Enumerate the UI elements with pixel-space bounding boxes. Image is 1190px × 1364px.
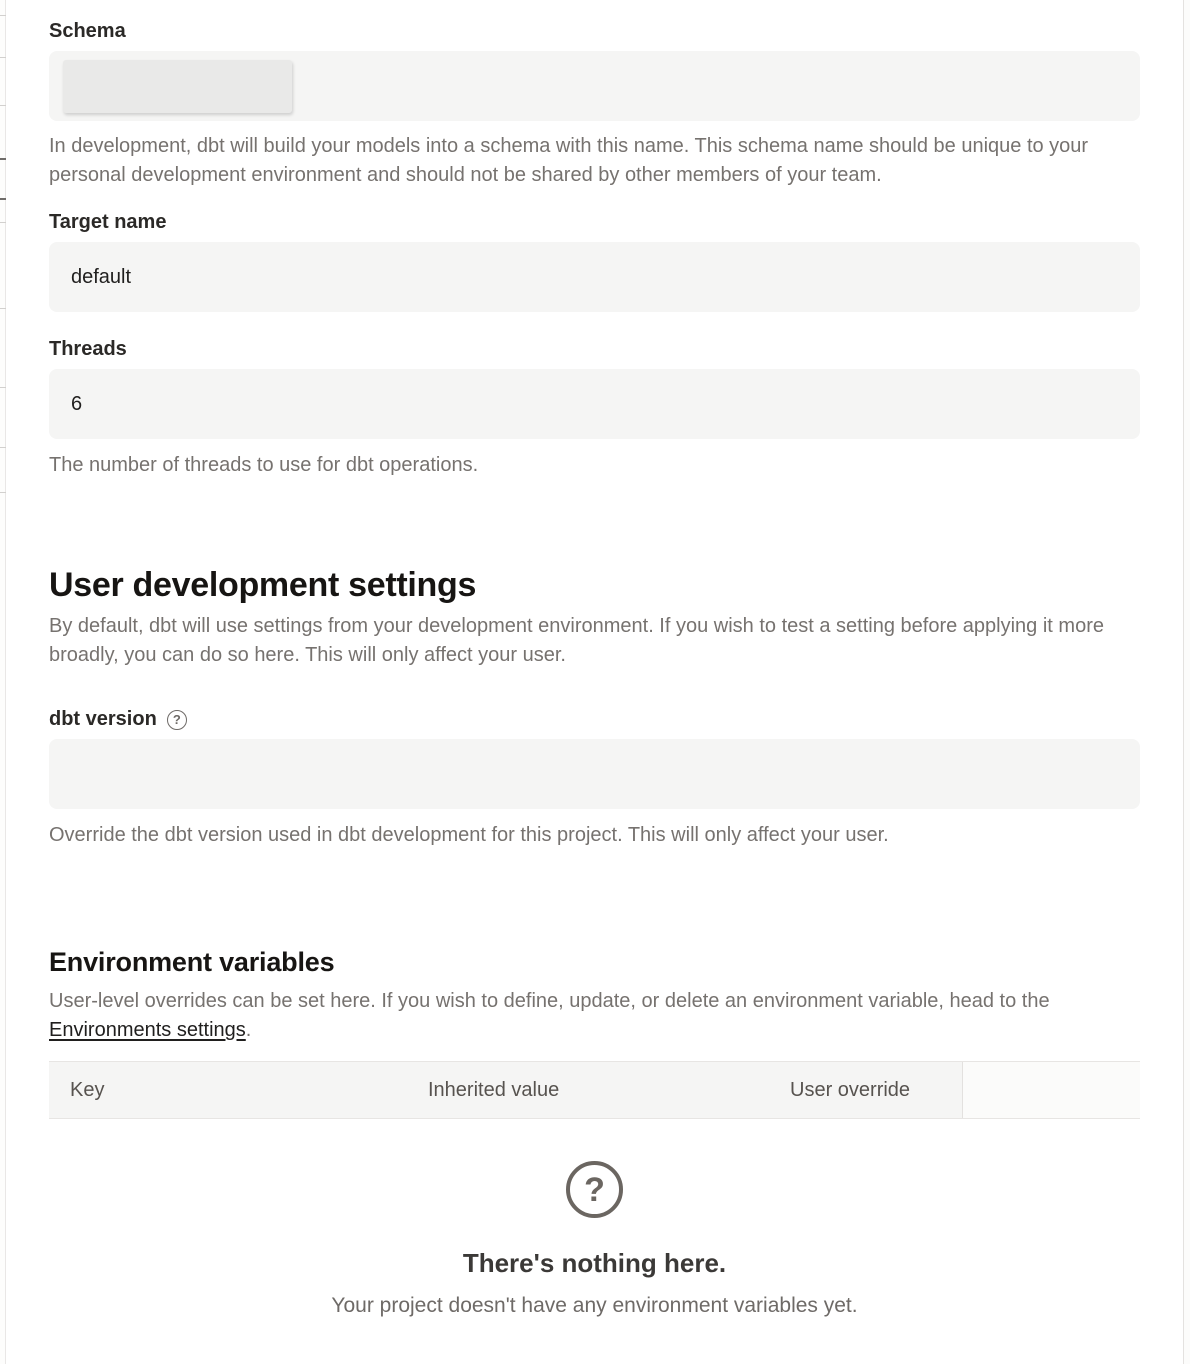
empty-state-title: There's nothing here. <box>462 1248 727 1278</box>
target-name-label: Target name <box>49 211 167 233</box>
environment-variables-description <box>49 987 1140 1045</box>
threads-input[interactable] <box>49 369 1140 439</box>
dbt-version-label-text: dbt version <box>49 708 157 730</box>
schema-label: Schema <box>49 20 126 42</box>
left-rail-tick <box>0 447 6 448</box>
user-development-settings-heading: User development settings <box>49 566 477 604</box>
column-header-user-override: User override <box>790 1078 911 1101</box>
column-header-key: Key <box>70 1078 105 1101</box>
schema-value-skeleton <box>63 60 292 113</box>
left-rail-tick <box>0 158 6 160</box>
dbt-version-help-text: Override the dbt version used in dbt development for this project. This will only affect your user. <box>49 824 889 846</box>
schema-input[interactable] <box>49 51 1140 121</box>
user-development-settings-description: By default, dbt will use settings from your development environment. If you wish to test a setting before applying it more broadly, you can do so here. This will only affect your user. <box>49 615 1104 666</box>
column-header-inherited-value: Inherited value <box>428 1078 560 1101</box>
column-header-actions-empty <box>962 1062 1140 1118</box>
target-name-input[interactable] <box>49 242 1140 312</box>
left-rail-tick <box>0 105 6 106</box>
env-vars-empty-state <box>49 1161 1140 1319</box>
left-rail-tick <box>0 57 6 58</box>
left-rail-tick <box>0 15 6 16</box>
left-rail-tick <box>0 198 6 200</box>
threads-help-text: The number of threads to use for dbt operations. <box>49 454 479 476</box>
dbt-version-label <box>49 708 1140 731</box>
environments-settings-link[interactable]: Environments settings <box>49 1019 246 1041</box>
environment-variables-heading: Environment variables <box>49 947 335 977</box>
env-description-suffix: . <box>245 1019 252 1041</box>
question-mark-circle-icon: ? <box>566 1161 623 1218</box>
vertical-scrollbar-track[interactable] <box>1183 0 1190 1364</box>
env-description-prefix: User-level overrides can be set here. If you wish to define, update, or delete an environment variable, head to the <box>49 990 1050 1012</box>
cropped-left-panel-edge <box>0 0 6 1364</box>
dbt-version-input[interactable] <box>49 739 1140 809</box>
empty-state-subtitle: Your project doesn't have any environment variables yet. <box>331 1294 858 1317</box>
threads-label: Threads <box>49 338 127 360</box>
schema-help-text: In development, dbt will build your models into a schema with this name. This schema name should be unique to your personal development environment and should not be shared by other members of your team. <box>49 135 1089 186</box>
left-rail-tick <box>0 308 6 309</box>
env-vars-table-header <box>49 1061 1140 1119</box>
left-rail-tick <box>0 222 6 223</box>
settings-page <box>49 0 1140 1319</box>
left-rail-tick <box>0 387 6 388</box>
left-rail-tick <box>0 492 6 493</box>
help-question-icon[interactable]: ? <box>167 710 187 730</box>
